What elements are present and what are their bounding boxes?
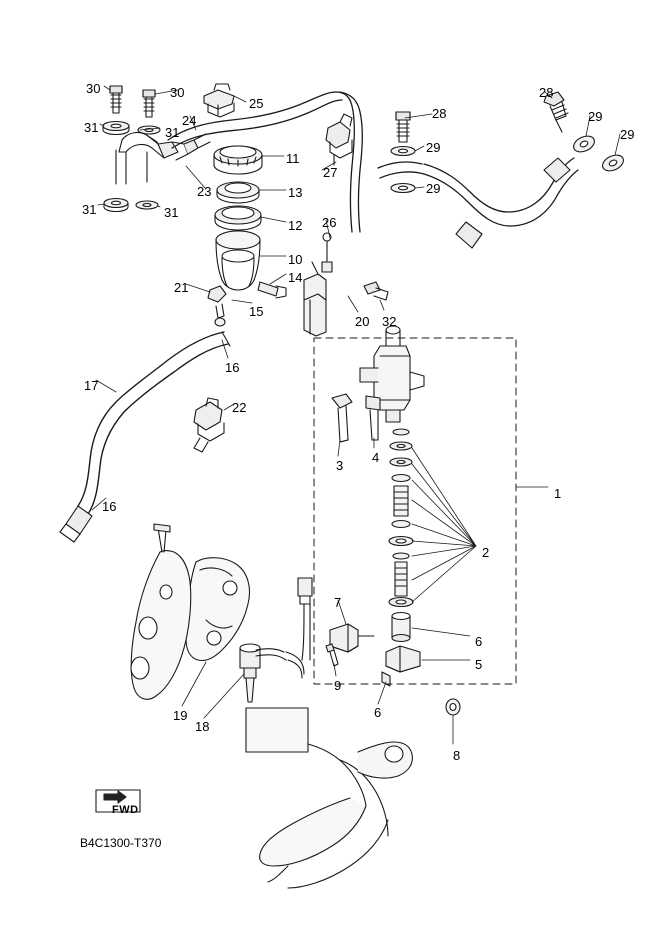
callout-number: 9 [334,678,342,693]
pedal-bracket-19 [186,558,250,661]
callout-number: 6 [475,634,483,649]
callout-number: 32 [382,314,397,329]
callout-number: 6 [374,705,382,720]
bolt-32 [364,282,388,300]
callout-number: 30 [86,81,101,96]
washer-31-lower-right [136,201,158,209]
washer-31-upper-left [103,122,129,135]
callout-number: 18 [195,719,210,734]
callout-number: 4 [372,450,380,465]
callout-number: 1 [554,486,562,501]
washer-29-lower-center [391,184,415,193]
callout-number: 29 [426,140,441,155]
callout-number: 16 [102,499,117,514]
bolt-30-right [143,90,155,117]
callout-number: 24 [182,113,197,128]
callout-number: 21 [174,280,189,295]
reservoir-tank-10 [216,231,286,298]
callout-number: 31 [165,125,180,140]
callout-number: 26 [322,215,337,230]
part-4 [366,396,380,440]
reservoir-cap-11 [214,146,262,174]
clip-21 [208,286,226,326]
bracket-5 [382,646,420,686]
fitting-27 [326,114,352,165]
clamp-22 [194,398,224,452]
callout-number: 13 [288,185,303,200]
callout-number: 28 [432,106,447,121]
callout-number: 29 [588,109,603,124]
bolt-28-center [396,112,410,142]
callout-number: 31 [82,202,97,217]
callout-number: 29 [426,181,441,196]
fwd-label: FWD [112,804,139,816]
callout-number: 8 [453,748,461,763]
callout-number: 14 [288,270,303,285]
caliper-bracket-left [131,524,191,699]
clamp-25 [204,84,234,117]
callout-number: 12 [288,218,303,233]
callout-number: 16 [225,360,240,375]
callout-number: 2 [482,545,490,560]
washer-29-right-b [600,152,626,174]
callout-number: 20 [355,314,370,329]
callout-number: 31 [164,205,179,220]
callout-number: 19 [173,708,188,723]
callout-number: 30 [170,85,185,100]
callout-number: 28 [539,85,554,100]
washer-29-upper-center [391,147,415,156]
callout-number: 10 [288,252,303,267]
switch-7 [330,624,374,652]
diaphragm-13 [217,182,259,203]
hose-24 [168,92,362,232]
hose-17 [60,332,230,542]
callout-number: 25 [249,96,264,111]
seal-12 [215,206,261,230]
hose-right-assembly [378,158,578,248]
bolt-30-left [110,86,122,113]
bracket-14-20 [304,233,332,336]
callout-number: 22 [232,400,247,415]
joint-23 [116,133,210,184]
brake-pedal-lever [246,705,412,888]
callout-number: 27 [323,165,338,180]
callout-number: 5 [475,657,483,672]
callout-number: 31 [84,120,99,135]
callout-number: 3 [336,458,344,473]
callout-number: 23 [197,184,212,199]
switch-assembly-18 [240,578,312,702]
callout-number: 7 [334,595,342,610]
ring-8 [446,699,460,715]
part-code-label: B4C1300-T370 [80,836,162,850]
washer-29-right-a [571,133,597,155]
callout-number: 29 [620,127,635,142]
rod-3 [332,394,352,442]
callout-number: 15 [249,304,264,319]
washer-31-lower-left [104,199,128,212]
callout-number: 11 [286,151,300,166]
parts-stack-2 [389,429,413,642]
callout-number: 17 [84,378,99,393]
